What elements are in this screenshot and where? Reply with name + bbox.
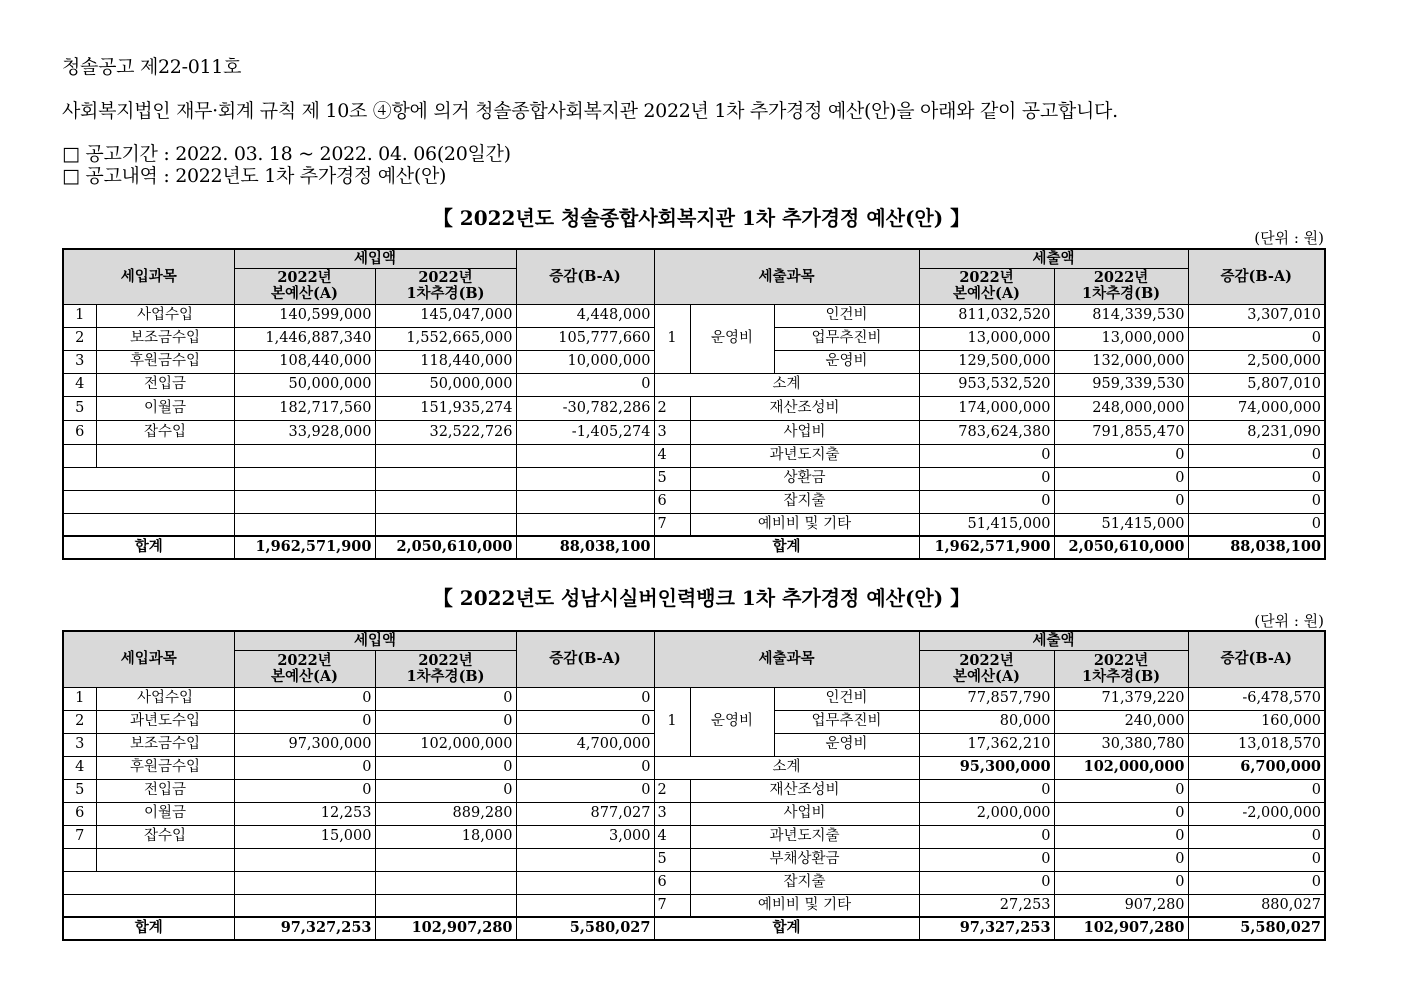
income-diff: 4,700,000 (516, 733, 654, 756)
empty-cell (516, 848, 654, 871)
expense-revised: 0 (1054, 848, 1188, 871)
expense-no: 6 (654, 871, 690, 894)
expense-base-header: 2022년 본예산(A) (919, 650, 1054, 687)
income-name: 보조금수입 (96, 327, 234, 350)
income-base: 0 (234, 756, 375, 779)
income-no: 4 (63, 756, 96, 779)
empty-cell (63, 444, 96, 467)
budget-table-1 (62, 248, 1326, 560)
expense-sub-name: 인건비 (774, 304, 919, 327)
expense-diff: 2,500,000 (1188, 350, 1325, 373)
income-diff: 105,777,660 (516, 327, 654, 350)
expense-diff: 0 (1188, 327, 1325, 350)
empty-cell (63, 871, 234, 894)
expense-base: 27,253 (919, 894, 1054, 917)
income-name: 이월금 (96, 396, 234, 420)
expense-revised-header: 2022년 1차추경(B) (1054, 268, 1188, 304)
expense-base: 17,362,210 (919, 733, 1054, 756)
income-total-label: 합계 (63, 917, 234, 940)
income-base: 108,440,000 (234, 350, 375, 373)
income-revised: 18,000 (375, 825, 516, 848)
table-row (63, 802, 1325, 825)
empty-cell (96, 444, 234, 467)
empty-cell (375, 848, 516, 871)
expense-base: 0 (919, 848, 1054, 871)
income-revised: 32,522,726 (375, 420, 516, 444)
table-row (63, 513, 1325, 536)
expense-base: 2,000,000 (919, 802, 1054, 825)
expense-amount-header: 세출액 (919, 631, 1188, 650)
income-revised: 0 (375, 756, 516, 779)
income-revised: 889,280 (375, 802, 516, 825)
expense-revised: 791,855,470 (1054, 420, 1188, 444)
income-revised: 0 (375, 779, 516, 802)
expense-revised: 0 (1054, 825, 1188, 848)
income-diff: -1,405,274 (516, 420, 654, 444)
income-amount-header: 세입액 (234, 249, 516, 268)
income-diff: -30,782,286 (516, 396, 654, 420)
subtotal-revised: 959,339,530 (1054, 373, 1188, 396)
expense-diff: 0 (1188, 467, 1325, 490)
income-diff: 0 (516, 710, 654, 733)
table-row (63, 687, 1325, 710)
expense-diff: 74,000,000 (1188, 396, 1325, 420)
expense-name: 상환금 (690, 467, 919, 490)
expense-no: 2 (654, 396, 690, 420)
notice-period: □ 공고기간 : 2022. 03. 18 ~ 2022. 04. 06(20일간) (62, 143, 511, 165)
expense-total-base: 1,962,571,900 (919, 536, 1054, 559)
subtotal-base: 95,300,000 (919, 756, 1054, 779)
expense-no: 5 (654, 848, 690, 871)
expense-diff: -6,478,570 (1188, 687, 1325, 710)
table-row (63, 396, 1325, 420)
expense-no: 4 (654, 444, 690, 467)
empty-cell (375, 490, 516, 513)
income-name: 후원금수입 (96, 350, 234, 373)
income-diff: 0 (516, 779, 654, 802)
expense-diff-header: 증감(B-A) (1188, 249, 1325, 304)
empty-cell (234, 513, 375, 536)
income-no: 1 (63, 687, 96, 710)
expense-group-no: 1 (654, 304, 690, 373)
expense-total-base: 97,327,253 (919, 917, 1054, 940)
empty-cell (234, 467, 375, 490)
table-row (63, 373, 1325, 396)
expense-diff-header: 증감(B-A) (1188, 631, 1325, 687)
empty-cell (516, 513, 654, 536)
empty-cell (234, 444, 375, 467)
empty-cell (375, 467, 516, 490)
income-subject-header: 세입과목 (63, 631, 234, 687)
income-no: 2 (63, 327, 96, 350)
expense-revised: 814,339,530 (1054, 304, 1188, 327)
expense-total-label: 합계 (654, 917, 919, 940)
expense-name: 사업비 (690, 420, 919, 444)
expense-name: 부채상환금 (690, 848, 919, 871)
expense-name: 예비비 및 기타 (690, 513, 919, 536)
income-total-base: 97,327,253 (234, 917, 375, 940)
income-base: 1,446,887,340 (234, 327, 375, 350)
expense-base: 174,000,000 (919, 396, 1054, 420)
income-diff: 877,027 (516, 802, 654, 825)
income-diff: 0 (516, 687, 654, 710)
subtotal-diff: 5,807,010 (1188, 373, 1325, 396)
expense-diff: 8,231,090 (1188, 420, 1325, 444)
income-revised: 102,000,000 (375, 733, 516, 756)
income-no: 5 (63, 779, 96, 802)
expense-diff: 13,018,570 (1188, 733, 1325, 756)
expense-diff: 3,307,010 (1188, 304, 1325, 327)
expense-revised: 13,000,000 (1054, 327, 1188, 350)
expense-name: 재산조성비 (690, 396, 919, 420)
expense-diff: 0 (1188, 490, 1325, 513)
total-row (63, 536, 1325, 559)
budget-table-2 (62, 630, 1326, 941)
expense-revised: 132,000,000 (1054, 350, 1188, 373)
expense-name: 과년도지출 (690, 825, 919, 848)
table-row (63, 756, 1325, 779)
empty-cell (234, 490, 375, 513)
income-name: 과년도수입 (96, 710, 234, 733)
expense-base: 129,500,000 (919, 350, 1054, 373)
income-diff: 10,000,000 (516, 350, 654, 373)
empty-cell (516, 871, 654, 894)
income-name: 보조금수입 (96, 733, 234, 756)
expense-group-no: 1 (654, 687, 690, 756)
income-revised: 0 (375, 710, 516, 733)
subtotal-diff: 6,700,000 (1188, 756, 1325, 779)
income-revised: 0 (375, 687, 516, 710)
income-name: 사업수입 (96, 687, 234, 710)
total-row (63, 917, 1325, 940)
table-row (63, 467, 1325, 490)
expense-no: 4 (654, 825, 690, 848)
expense-revised: 0 (1054, 490, 1188, 513)
expense-group-name: 운영비 (690, 304, 774, 373)
income-no: 6 (63, 420, 96, 444)
subtotal-revised: 102,000,000 (1054, 756, 1188, 779)
income-revised: 145,047,000 (375, 304, 516, 327)
expense-name: 재산조성비 (690, 779, 919, 802)
empty-cell (516, 490, 654, 513)
income-no: 3 (63, 350, 96, 373)
expense-base: 80,000 (919, 710, 1054, 733)
expense-revised: 907,280 (1054, 894, 1188, 917)
expense-total-revised: 102,907,280 (1054, 917, 1188, 940)
income-no: 3 (63, 733, 96, 756)
income-total-diff: 5,580,027 (516, 917, 654, 940)
expense-subject-header: 세출과목 (654, 249, 919, 304)
expense-subject-header: 세출과목 (654, 631, 919, 687)
expense-revised: 71,379,220 (1054, 687, 1188, 710)
income-base: 50,000,000 (234, 373, 375, 396)
expense-base: 811,032,520 (919, 304, 1054, 327)
income-base: 140,599,000 (234, 304, 375, 327)
table-row (63, 871, 1325, 894)
income-total-base: 1,962,571,900 (234, 536, 375, 559)
expense-revised: 0 (1054, 467, 1188, 490)
income-diff-header: 증감(B-A) (516, 631, 654, 687)
expense-base: 51,415,000 (919, 513, 1054, 536)
income-revised-header: 2022년 1차추경(B) (375, 650, 516, 687)
expense-diff: 0 (1188, 848, 1325, 871)
empty-cell (375, 444, 516, 467)
income-name: 전입금 (96, 373, 234, 396)
subtotal-label: 소계 (654, 756, 919, 779)
table-row (63, 420, 1325, 444)
empty-cell (63, 894, 234, 917)
income-subject-header: 세입과목 (63, 249, 234, 304)
expense-no: 7 (654, 894, 690, 917)
expense-name: 예비비 및 기타 (690, 894, 919, 917)
income-diff: 3,000 (516, 825, 654, 848)
table-row (63, 444, 1325, 467)
expense-no: 7 (654, 513, 690, 536)
income-diff: 4,448,000 (516, 304, 654, 327)
expense-no: 3 (654, 802, 690, 825)
table-1-unit: (단위 : 원) (1254, 229, 1324, 247)
notice-number: 청솔공고 제22-011호 (62, 56, 242, 78)
expense-name: 과년도지출 (690, 444, 919, 467)
income-diff: 0 (516, 373, 654, 396)
empty-cell (63, 848, 96, 871)
income-revised: 151,935,274 (375, 396, 516, 420)
expense-revised: 248,000,000 (1054, 396, 1188, 420)
income-revised: 50,000,000 (375, 373, 516, 396)
table-2-unit: (단위 : 원) (1254, 612, 1324, 630)
expense-total-diff: 88,038,100 (1188, 536, 1325, 559)
empty-cell (516, 467, 654, 490)
expense-base: 0 (919, 871, 1054, 894)
expense-base-header: 2022년 본예산(A) (919, 268, 1054, 304)
empty-cell (234, 871, 375, 894)
table-row (63, 894, 1325, 917)
income-name: 이월금 (96, 802, 234, 825)
expense-base: 0 (919, 825, 1054, 848)
expense-no: 2 (654, 779, 690, 802)
expense-amount-header: 세출액 (919, 249, 1188, 268)
empty-cell (63, 467, 234, 490)
empty-cell (96, 848, 234, 871)
empty-cell (516, 894, 654, 917)
income-revised: 1,552,665,000 (375, 327, 516, 350)
table-row (63, 779, 1325, 802)
expense-sub-name: 인건비 (774, 687, 919, 710)
expense-sub-name: 업무추진비 (774, 710, 919, 733)
empty-cell (375, 513, 516, 536)
income-base: 182,717,560 (234, 396, 375, 420)
income-name: 사업수입 (96, 304, 234, 327)
expense-name: 사업비 (690, 802, 919, 825)
expense-total-label: 합계 (654, 536, 919, 559)
table-row (63, 490, 1325, 513)
income-base: 0 (234, 779, 375, 802)
income-name: 잡수입 (96, 825, 234, 848)
expense-name: 잡지출 (690, 871, 919, 894)
expense-revised: 51,415,000 (1054, 513, 1188, 536)
expense-revised-header: 2022년 1차추경(B) (1054, 650, 1188, 687)
expense-sub-name: 운영비 (774, 733, 919, 756)
expense-base: 0 (919, 444, 1054, 467)
income-base: 33,928,000 (234, 420, 375, 444)
empty-cell (375, 894, 516, 917)
expense-diff: 0 (1188, 825, 1325, 848)
income-name: 전입금 (96, 779, 234, 802)
expense-base: 783,624,380 (919, 420, 1054, 444)
expense-base: 77,857,790 (919, 687, 1054, 710)
income-no: 2 (63, 710, 96, 733)
expense-total-revised: 2,050,610,000 (1054, 536, 1188, 559)
expense-group-name: 운영비 (690, 687, 774, 756)
expense-no: 6 (654, 490, 690, 513)
expense-revised: 0 (1054, 871, 1188, 894)
income-name: 후원금수입 (96, 756, 234, 779)
income-no: 5 (63, 396, 96, 420)
expense-diff: 880,027 (1188, 894, 1325, 917)
expense-total-diff: 5,580,027 (1188, 917, 1325, 940)
income-base: 0 (234, 710, 375, 733)
income-base-header: 2022년 본예산(A) (234, 650, 375, 687)
expense-diff: 160,000 (1188, 710, 1325, 733)
income-total-revised: 102,907,280 (375, 917, 516, 940)
subtotal-label: 소계 (654, 373, 919, 396)
income-base: 97,300,000 (234, 733, 375, 756)
income-revised: 118,440,000 (375, 350, 516, 373)
income-no: 7 (63, 825, 96, 848)
expense-revised: 0 (1054, 779, 1188, 802)
table-1-title: 【 2022년도 청솔종합사회복지관 1차 추가경정 예산(안) 】 (432, 206, 971, 230)
table-2-title: 【 2022년도 성남시실버인력뱅크 1차 추가경정 예산(안) 】 (432, 586, 971, 610)
notice-content: □ 공고내역 : 2022년도 1차 추가경정 예산(안) (62, 165, 447, 187)
subtotal-base: 953,532,520 (919, 373, 1054, 396)
expense-diff: 0 (1188, 444, 1325, 467)
income-no: 1 (63, 304, 96, 327)
table-row (63, 848, 1325, 871)
income-total-revised: 2,050,610,000 (375, 536, 516, 559)
expense-sub-name: 운영비 (774, 350, 919, 373)
expense-sub-name: 업무추진비 (774, 327, 919, 350)
header-row (63, 249, 1325, 268)
income-base: 0 (234, 687, 375, 710)
expense-diff: 0 (1188, 513, 1325, 536)
income-total-diff: 88,038,100 (516, 536, 654, 559)
table-row (63, 304, 1325, 327)
expense-base: 0 (919, 490, 1054, 513)
income-amount-header: 세입액 (234, 631, 516, 650)
income-name: 잡수입 (96, 420, 234, 444)
empty-cell (516, 444, 654, 467)
income-no: 6 (63, 802, 96, 825)
income-base: 12,253 (234, 802, 375, 825)
header-row (63, 631, 1325, 650)
expense-diff: 0 (1188, 871, 1325, 894)
income-base: 15,000 (234, 825, 375, 848)
income-diff: 0 (516, 756, 654, 779)
expense-diff: -2,000,000 (1188, 802, 1325, 825)
income-base-header: 2022년 본예산(A) (234, 268, 375, 304)
expense-revised: 0 (1054, 802, 1188, 825)
income-diff-header: 증감(B-A) (516, 249, 654, 304)
income-total-label: 합계 (63, 536, 234, 559)
notice-intro: 사회복지법인 재무·회계 규칙 제 10조 ④항에 의거 청솔종합사회복지관 2022년 1차 추가경정 예산(안)을 아래와 같이 공고합니다. (62, 100, 1118, 122)
expense-no: 3 (654, 420, 690, 444)
empty-cell (63, 513, 234, 536)
expense-base: 0 (919, 467, 1054, 490)
empty-cell (234, 894, 375, 917)
income-revised-header: 2022년 1차추경(B) (375, 268, 516, 304)
income-no: 4 (63, 373, 96, 396)
expense-name: 잡지출 (690, 490, 919, 513)
table-row (63, 825, 1325, 848)
expense-no: 5 (654, 467, 690, 490)
expense-revised: 30,380,780 (1054, 733, 1188, 756)
empty-cell (234, 848, 375, 871)
expense-diff: 0 (1188, 779, 1325, 802)
empty-cell (375, 871, 516, 894)
empty-cell (63, 490, 234, 513)
expense-revised: 240,000 (1054, 710, 1188, 733)
expense-base: 13,000,000 (919, 327, 1054, 350)
expense-base: 0 (919, 779, 1054, 802)
expense-revised: 0 (1054, 444, 1188, 467)
